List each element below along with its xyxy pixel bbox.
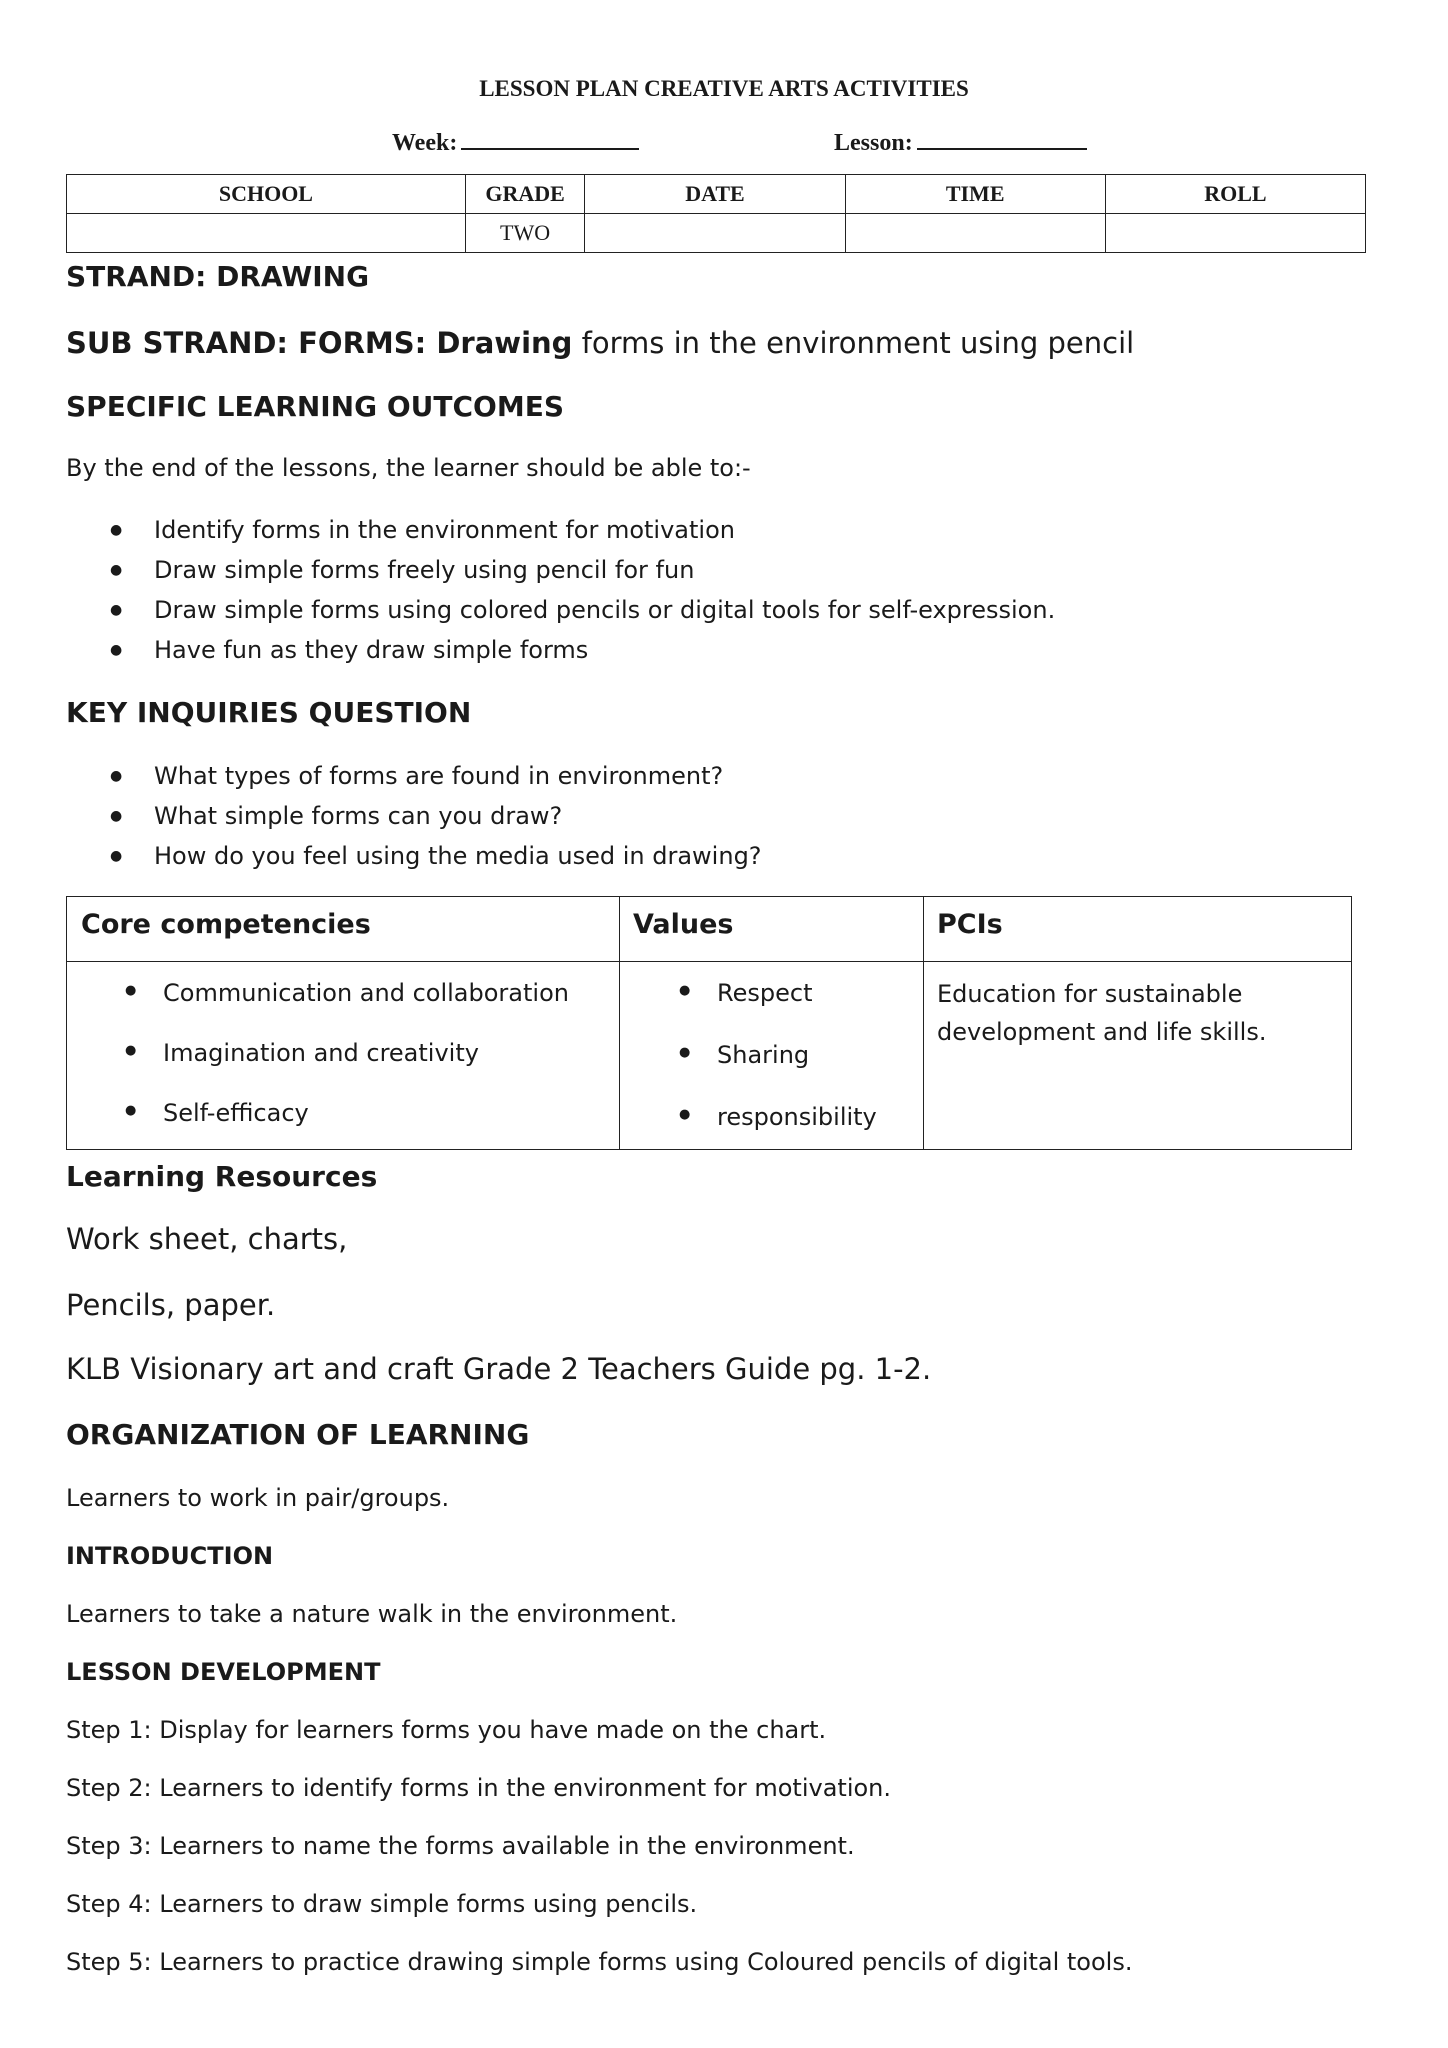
list-item: ● Draw simple forms freely using pencil for fun [66,550,1055,590]
grade-value: TWO [465,214,585,253]
list-item: ● Respect [671,979,877,1007]
list-item: ● Self-efficacy [117,1099,569,1127]
week-field [392,124,639,157]
organization-heading: ORGANIZATION OF LEARNING [66,1418,530,1451]
col-school: SCHOOL [67,175,466,214]
list-item: ● What types of forms are found in environment? [66,756,762,796]
list-item: ● responsibility [671,1103,877,1131]
week-label: Week: [392,130,458,156]
school-info-header-row [67,175,1366,214]
list-item: ● Sharing [671,1041,877,1069]
outcomes-list [66,510,1055,670]
key-inquiry-list [66,756,762,876]
school-info-value-row [67,214,1366,253]
resources-heading: Learning Resources [66,1160,378,1193]
development-step: Step 2: Learners to identify forms in the environment for motivation. [66,1774,892,1802]
list-item: ● Draw simple forms using colored pencils or digital tools for self-expression. [66,590,1055,630]
values-list [671,979,877,1131]
pcis-header: PCIs [937,909,1003,940]
list-item: ● How do you feel using the media used in drawing? [66,836,762,876]
week-blank-line [461,124,639,150]
sub-strand-rest: forms in the environment using pencil [572,326,1135,360]
pcis-text: Education for sustainable development and life skills. [937,980,1267,1046]
list-item: ● Identify forms in the environment for motivation [66,510,1055,550]
introduction-text: Learners to take a nature walk in the environment. [66,1600,678,1628]
date-value [585,214,845,253]
organization-text: Learners to work in pair/groups. [66,1484,450,1512]
resource-line: Work sheet, charts, [66,1222,348,1256]
development-step: Step 4: Learners to draw simple forms using pencils. [66,1890,698,1918]
list-item: ● Have fun as they draw simple forms [66,630,1055,670]
lesson-label: Lesson: [834,130,913,156]
competency-table [66,896,1352,1150]
col-roll: ROLL [1105,175,1365,214]
sub-strand-bold: SUB STRAND: FORMS: Drawing [66,326,573,360]
list-item: ● What simple forms can you draw? [66,796,762,836]
development-step: Step 5: Learners to practice drawing simple forms using Coloured pencils of digital tools. [66,1948,1133,1976]
col-time: TIME [845,175,1105,214]
document-title: LESSON PLAN CREATIVE ARTS ACTIVITIES [479,76,969,101]
values-header: Values [633,909,734,940]
core-competencies-list [117,979,569,1127]
header-divider [67,961,1351,962]
column-divider [619,897,620,1149]
development-heading: LESSON DEVELOPMENT [66,1658,381,1686]
introduction-heading: INTRODUCTION [66,1542,274,1570]
outcomes-heading: SPECIFIC LEARNING OUTCOMES [66,390,564,423]
resource-line: Pencils, paper. [66,1288,276,1322]
core-competencies-header: Core competencies [81,909,371,940]
list-item: ● Imagination and creativity [117,1039,569,1067]
development-step: Step 1: Display for learners forms you have made on the chart. [66,1716,827,1744]
col-date: DATE [585,175,845,214]
development-step: Step 3: Learners to name the forms available in the environment. [66,1832,855,1860]
lesson-blank-line [917,124,1087,150]
roll-value [1105,214,1365,253]
list-item: ● Communication and collaboration [117,979,569,1007]
col-grade: GRADE [465,175,585,214]
sub-strand-line [66,326,1134,360]
school-info-table [66,174,1366,253]
outcomes-intro: By the end of the lessons, the learner should be able to:- [66,454,751,482]
time-value [845,214,1105,253]
key-inquiry-heading: KEY INQUIRIES QUESTION [66,696,472,729]
strand-heading: STRAND: DRAWING [66,260,370,293]
lesson-field [834,124,1087,157]
column-divider [923,897,924,1149]
school-value [67,214,466,253]
resource-line: KLB Visionary art and craft Grade 2 Teachers Guide pg. 1-2. [66,1352,932,1386]
